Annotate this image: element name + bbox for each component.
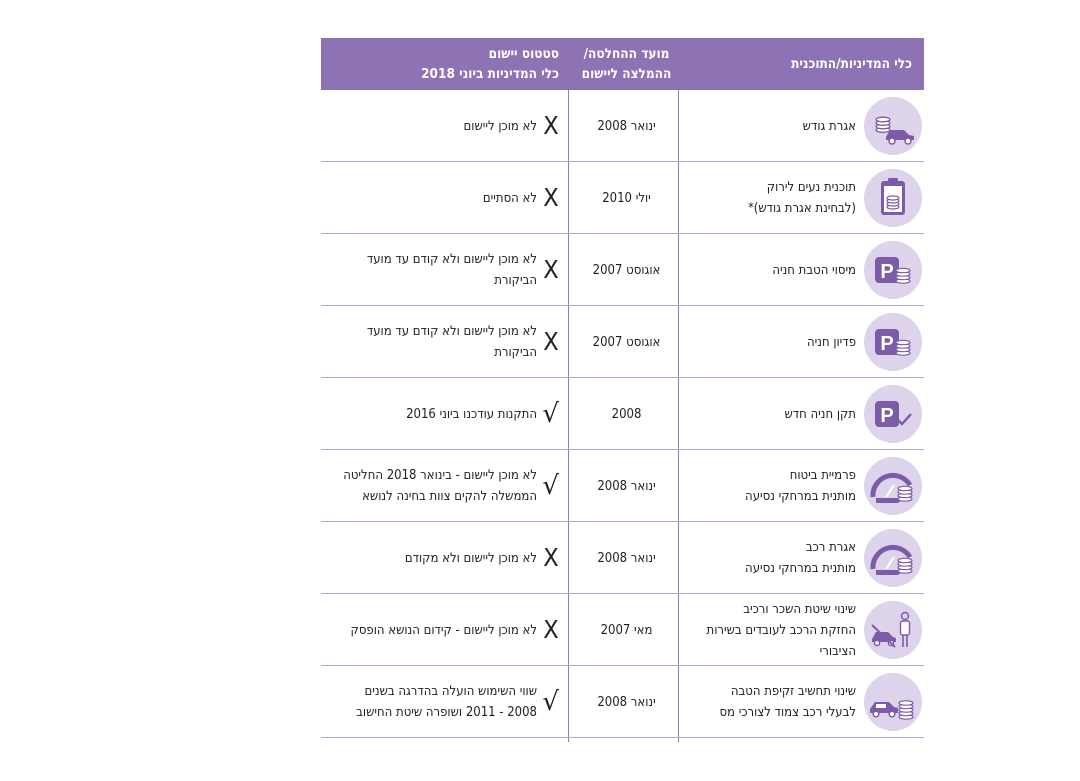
policy-name — [686, 522, 856, 594]
check-mark-icon: √ — [542, 687, 559, 717]
date-header-line1: מועד ההחלטה/ — [583, 46, 670, 62]
date-column-header — [574, 38, 679, 90]
status-text-line: הממשלה להקים צוות בחינה לנושא — [362, 489, 537, 504]
status-text-line: לא מוכן ליישום - בינואר 2018 החליטה — [343, 468, 537, 483]
implementation-status — [321, 522, 559, 594]
implementation-status — [321, 378, 559, 450]
svg-text:P: P — [880, 333, 894, 355]
x-mark-icon: X — [543, 255, 559, 284]
table-row — [321, 90, 924, 162]
table-row — [321, 522, 924, 594]
parking-coins-icon — [864, 241, 922, 299]
policy-status-table — [321, 38, 924, 742]
status-text-line: שווי השימוש הועלה בהדרגה בשנים — [364, 684, 537, 699]
x-mark-icon: X — [543, 615, 559, 644]
decision-date: אוגוסט 2007 — [592, 334, 661, 350]
policy-name — [686, 90, 856, 162]
status-text-line: לא מוכן ליישום — [463, 118, 537, 134]
policy-name — [686, 306, 856, 378]
implementation-status — [321, 450, 559, 522]
decision-date: יולי 2010 — [602, 190, 651, 206]
status-column-header — [321, 38, 569, 90]
check-mark-icon: √ — [542, 399, 559, 429]
status-text-line: לא מוכן ליישום - קידום הנושא הופסק — [350, 622, 537, 638]
policy-text-line: שינוי תחשיב זקיפת הטבה — [730, 684, 856, 699]
svg-text:P: P — [880, 261, 894, 283]
status-text-line: לא מוכן ליישום ולא מקודם — [404, 550, 537, 566]
parking-coins-icon — [864, 313, 922, 371]
table-row — [321, 378, 924, 450]
policy-name — [686, 450, 856, 522]
x-mark-icon: X — [543, 111, 559, 140]
policy-text-line: פרמיית ביטוח — [789, 468, 856, 483]
implementation-status — [321, 90, 559, 162]
policy-name — [686, 594, 856, 666]
policy-text-line: (לבחינת אגרת גודש)* — [747, 201, 856, 216]
implementation-status — [321, 234, 559, 306]
policy-name — [686, 378, 856, 450]
clipboard-coins-icon — [864, 169, 922, 227]
table-row — [321, 234, 924, 306]
policy-text-line: אגרת גודש — [802, 118, 856, 134]
decision-date: ינואר 2008 — [597, 694, 656, 710]
status-text-line: 2008 - 2011 ושופרה שיטת החישוב — [356, 705, 537, 720]
policy-name — [686, 666, 856, 738]
svg-text:P: P — [880, 405, 894, 427]
check-mark-icon: √ — [542, 471, 559, 501]
decision-date: מאי 2007 — [600, 622, 653, 638]
car-coins-icon — [864, 673, 922, 731]
table-header — [321, 38, 924, 90]
x-mark-icon: X — [543, 327, 559, 356]
speedometer-coins-icon — [864, 529, 922, 587]
policy-column-header: כלי המדיניות/התוכנית — [791, 56, 912, 72]
policy-text-line: החזקת הרכב לעובדים בשירות — [706, 622, 856, 638]
implementation-status — [321, 162, 559, 234]
policy-name — [686, 234, 856, 306]
coins-car-icon — [864, 97, 922, 155]
speedometer-coins-icon — [864, 457, 922, 515]
status-text-line: לא מוכן ליישום ולא קודם עד מועד הביקורת — [366, 252, 537, 288]
table-row — [321, 594, 924, 666]
policy-text-line: פדיון חניה — [807, 334, 856, 350]
date-header-line2: ההמלצה ליישום — [581, 66, 672, 82]
table-row — [321, 306, 924, 378]
table-row — [321, 666, 924, 738]
status-header-line1: סטטוס יישום — [488, 46, 559, 62]
status-text-line: לא מוכן ליישום ולא קודם עד מועד הביקורת — [366, 324, 537, 360]
implementation-status — [321, 666, 559, 738]
policy-text-line: מותנית במרחקי נסיעה — [745, 561, 856, 576]
policy-text-line: מיסוי הטבת חניה — [772, 262, 856, 278]
implementation-status — [321, 594, 559, 666]
policy-text-line: לבעלי רכב צמוד לצורכי מס — [719, 705, 856, 720]
policy-text-line: הציבורי — [819, 643, 856, 659]
decision-date: ינואר 2008 — [597, 478, 656, 494]
parking-check-icon — [864, 385, 922, 443]
policy-text-line: שינוי שיטת השכר ורכיב — [743, 601, 856, 617]
table-row — [321, 162, 924, 234]
policy-name — [686, 162, 856, 234]
status-text-line: לא הסתיים — [482, 190, 537, 206]
policy-text-line: תוכנית נעים לירוק — [766, 180, 856, 195]
x-mark-icon: X — [543, 543, 559, 572]
decision-date: אוגוסט 2007 — [592, 262, 661, 278]
decision-date: ינואר 2008 — [597, 118, 656, 134]
x-mark-icon: X — [543, 183, 559, 212]
implementation-status — [321, 306, 559, 378]
status-text-line: התקנות עודכנו ביוני 2016 — [406, 406, 537, 422]
policy-text-line: מותנית במרחקי נסיעה — [745, 489, 856, 504]
decision-date: ינואר 2008 — [597, 550, 656, 566]
decision-date: 2008 — [611, 406, 642, 422]
person-car-crossed-icon — [864, 601, 922, 659]
policy-text-line: תקן חניה חדש — [784, 406, 856, 422]
policy-text-line: אגרת רכב — [805, 540, 856, 555]
table-row — [321, 450, 924, 522]
status-header-line2: כלי המדיניות ביוני 2018 — [421, 66, 559, 82]
